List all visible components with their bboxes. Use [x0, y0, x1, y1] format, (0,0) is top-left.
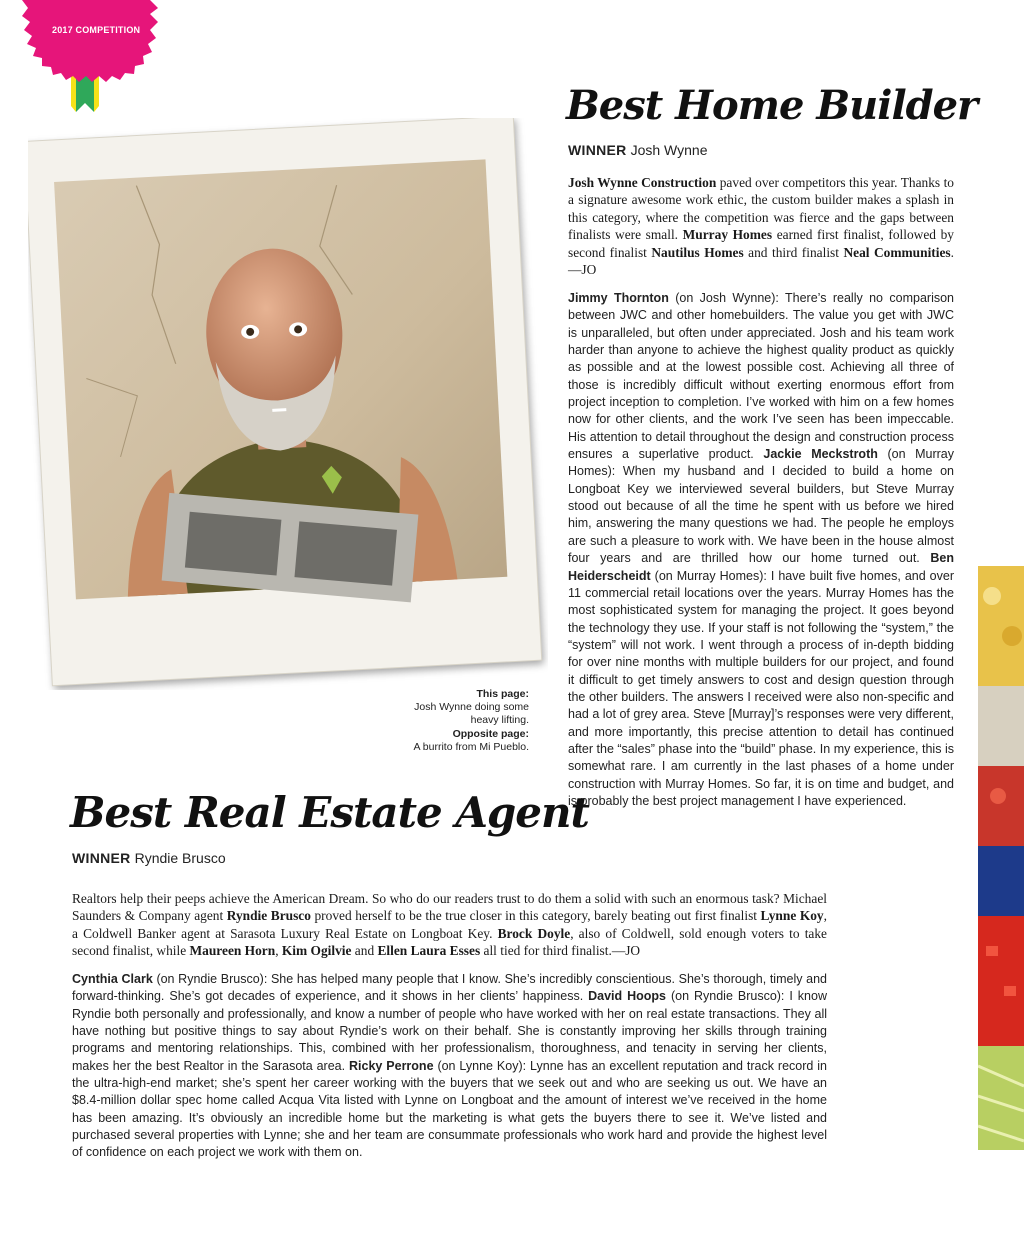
bold-name: Neal Communities	[843, 244, 951, 260]
bold-name: Jackie Meckstroth	[763, 447, 878, 462]
competition-badge	[0, 0, 160, 120]
real-estate-testimonials: Cynthia Clark (on Ryndie Brusco): She has helped many people that I know. She’s incredibly conscientious. She’s thorough, timely and forward-thinking. She’s got decades of experience, and it shows in her clients’ happiness. David Hoops (on Ryndie Brusco): I know Ryndie both personally and professionally, and know a number of people who have worked with her on real estate transactions. They all have nothing but positive things to say about Ryndie’s work on their behalf. She is constantly improving her skills through training programs and mentoring relationships. This, combined with her professionalism, thoroughness, and tenacity in serving her clients, makes her the best Realtor in the Sarasota area. Ricky Perrone (on Lynne Koy): Lynne has an excellent reputation and track record in the ultra-high-end market; she’s spent her career working with the buyers that we seek out and who are seeking us out. We have an $8.4-million dollar spec home called Acqua Vita listed with Lynne on Longboat and the amount of interest we’ve received in the home has been amazing. It’s obviously an incredible home but the marketing is what gets the buyers there to see it. We’ve listed and purchased several properties with Lynne; she and her team are consummate professionals who work hard and provide the highest level of confidence on each project we work with them on.	[72, 972, 827, 1160]
winner-name: Ryndie Brusco	[134, 850, 226, 866]
home-builder-winner-line	[568, 142, 708, 158]
bold-name: Murray Homes	[682, 227, 773, 243]
burrito-photo-edge	[978, 566, 1024, 1150]
home-builder-testimonials: Jimmy Thornton (on Josh Wynne): There’s really no comparison between JWC and other homebuilders. The value you get with JWC is unparalleled, but often under appreciated. Josh and his team work harder than anyone to achieve the highest quality product as quickly as possible and at the lowest possible cost. Achieving all three of those is incredibly difficult without exerting enormous effort from project inception to completion. I’ve worked with him on a few homes now for other clients, and the work I’ve seen has been impeccable. His attention to detail throughout the design and construction process ensures a superlative product. Jackie Meckstroth (on Murray Homes): When my husband and I decided to build a home on Longboat Key we interviewed several builders, but Steve Murray stood out because of all the time he spent with us before we hired him, answering the many questions we had. The people he employs are such a pleasure to work with. We have been in the house almost four years and are thrilled how our home turned out. Ben Heiderscheidt (on Murray Homes): I have built five homes, and over 11 commercial retail locations over the years. Murray Homes has the most sophisticated system for managing the project. It goes beyond the technology they use. If your staff is not following the “system,” the “system” will not work. I went through a process of in-depth bidding for over nine months with multiple builders for our project, and found it difficult to get timely answers to cost and design question through the other builders. The answers I received were also non-specific and had a lot of grey area. Steve [Murray]’s responses were very different, and more importantly, this precise attention to detail has continued after the “sales” phase into the “build” phase. In my experience, this is somewhat rare. I am currently in the last phases of a home under construction with Murray Homes. So far, it is on time and budget, and is probably the best project management I have experienced.	[568, 291, 954, 808]
bold-name: Kim Ogilvie	[281, 943, 352, 959]
badge-rosette-icon	[0, 0, 160, 120]
bold-name: Ben Heiderscheidt	[568, 551, 954, 583]
winner-name: Josh Wynne	[630, 142, 708, 158]
josh-wynne-photo	[28, 118, 548, 690]
bold-name: Maureen Horn	[189, 943, 276, 959]
bold-name: Ryndie Brusco	[226, 908, 311, 924]
real-estate-winner-line	[72, 850, 226, 866]
bold-name: Cynthia Clark	[72, 972, 153, 986]
winner-label: WINNER	[568, 142, 627, 158]
bold-name: Lynne Koy	[760, 908, 824, 924]
home-builder-intro: Josh Wynne Construction paved over competitors this year. Thanks to a signature awesome work ethic, the custom builder makes a splash in this category, where the competition was fierce and the gaps between finalists were small. Murray Homes earned first finalist, followed by second finalist Nautilus Homes and third finalist Neal Communities. —JO	[568, 175, 954, 278]
caption-this-text: Josh Wynne doing some heavy lifting.	[414, 701, 529, 727]
bold-name: Josh Wynne Construction	[568, 175, 717, 190]
badge-label: 2017 COMPETITION	[52, 25, 141, 35]
bold-name: David Hoops	[588, 989, 667, 1004]
real-estate-intro: Realtors help their peeps achieve the American Dream. So who do our readers trust to do them a solid with such an enormous task? Michael Saunders & Company agent Ryndie Brusco proved herself to be the true closer in this category, barely beating out first finalist Lynne Koy, a Coldwell Banker agent at Sarasota Luxury Real Estate on Longboat Key. Brock Doyle, also of Coldwell, sold enough voters to take second finalist, while Maureen Horn, Kim Ogilvie and Ellen Laura Esses all tied for third finalist.—JO	[72, 891, 828, 959]
caption-opposite-text: A burrito from Mi Pueblo.	[413, 740, 529, 753]
caption-opposite-label: Opposite page:	[452, 727, 529, 740]
photo-caption	[409, 688, 529, 754]
bold-name: Jimmy Thornton	[568, 291, 669, 305]
best-home-builder-heading: Best Home Builder	[566, 82, 978, 129]
bold-name: Ricky Perrone	[349, 1058, 434, 1073]
bold-name: Ellen Laura Esses	[377, 943, 481, 959]
caption-this-label: This page:	[476, 688, 529, 700]
bold-name: Nautilus Homes	[651, 244, 744, 260]
bold-name: Brock Doyle	[497, 925, 571, 941]
best-real-estate-agent-heading: Best Real Estate Agent	[70, 788, 589, 837]
winner-label: WINNER	[72, 850, 131, 866]
